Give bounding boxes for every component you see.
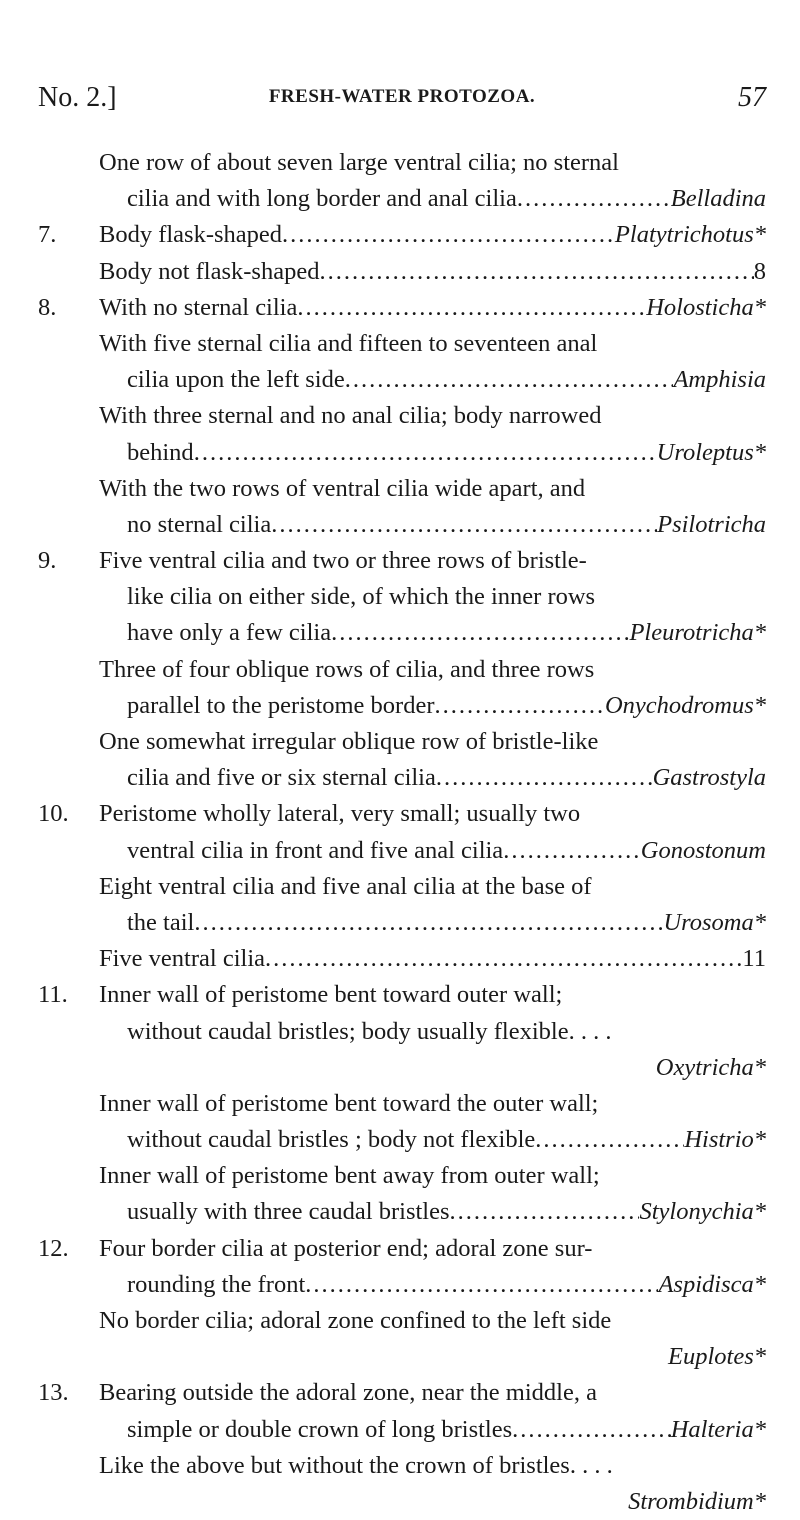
dot-leader: [194, 905, 663, 941]
genus-name: Uroleptus*: [656, 438, 766, 466]
dot-leader: [503, 833, 641, 869]
key-text: Inner wall of peristome bent toward the outer wall;: [99, 1089, 599, 1117]
key-line: [38, 398, 766, 434]
key-text: Like the above but without the crown of bristles. . . .: [99, 1451, 613, 1479]
key-line: [38, 869, 766, 905]
key-text: ventral cilia in front and five anal cilia: [127, 836, 504, 864]
genus-name: Pleurotricha*: [629, 619, 766, 647]
running-title: FRESH-WATER PROTOZOA.: [268, 86, 536, 107]
key-line: [38, 941, 766, 977]
issue-label: No. 2.]: [38, 82, 117, 113]
genus-name: Psilotricha: [657, 510, 766, 538]
key-text: Peristome wholly lateral, very small; usually two: [99, 800, 581, 828]
key-line: [38, 507, 766, 543]
dot-leader: [282, 217, 615, 253]
dot-leader: [194, 435, 657, 471]
key-text: simple or double crown of long bristles: [127, 1415, 513, 1443]
key-line: [38, 145, 766, 181]
key-line: [38, 290, 766, 326]
key-text: like cilia on either side, of which the inner rows: [127, 583, 596, 611]
couplet-number: 7.: [38, 221, 57, 249]
genus-name: Belladina: [670, 185, 766, 213]
key-text: parallel to the peristome border: [127, 691, 435, 719]
dot-leader: [297, 290, 646, 326]
key-text: without caudal bristles ; body not flexible: [127, 1126, 536, 1154]
key-line: [38, 1194, 766, 1230]
key-line: [38, 326, 766, 362]
genus-name: Gonostonum: [640, 836, 766, 864]
key-text: Five ventral cilia: [99, 945, 265, 973]
key-line: [38, 1484, 766, 1520]
key-text: Body not flask-shaped: [99, 257, 320, 285]
running-header: [38, 82, 766, 116]
key-line: [38, 435, 766, 471]
key-text: Eight ventral cilia and five anal cilia at the base of: [99, 872, 592, 900]
couplet-number: 12.: [38, 1234, 69, 1262]
key-line: [38, 724, 766, 760]
key-text: One somewhat irregular oblique row of bristle-like: [99, 728, 599, 755]
genus-name: Histrio*: [684, 1126, 766, 1154]
key-text: With the two rows of ventral cilia wide apart, and: [99, 474, 586, 502]
key-line: [38, 362, 766, 398]
key-text: cilia upon the left side: [127, 366, 345, 394]
couplet-number: 10.: [38, 800, 69, 828]
dot-leader: [512, 1412, 671, 1448]
dot-leader: [435, 688, 605, 724]
key-line: [38, 1448, 766, 1484]
key-line: [38, 1158, 766, 1194]
couplet-number: 11.: [38, 981, 68, 1009]
key-text: Five ventral cilia and two or three rows of bristle-: [99, 547, 587, 575]
genus-name: Urosoma*: [663, 908, 766, 936]
dot-leader: [265, 941, 742, 977]
couplet-number: 13.: [38, 1379, 69, 1407]
key-line: [38, 181, 766, 217]
key-line: [38, 543, 766, 579]
key-text: With three sternal and no anal cilia; body narrowed: [99, 402, 602, 430]
dot-leader: [319, 254, 753, 290]
key-line: [38, 1086, 766, 1122]
key-line: [38, 1122, 766, 1158]
genus-name: Platytrichotus*: [614, 221, 766, 249]
key-text: With no sternal cilia: [99, 293, 298, 321]
key-line: [38, 579, 766, 615]
dot-leader: [345, 362, 674, 398]
page-number: 57: [738, 82, 766, 113]
key-line: [38, 1014, 766, 1050]
genus-name: Stylonychia*: [639, 1198, 766, 1226]
genus-name: Amphisia: [673, 366, 766, 394]
genus-name: Gastrostyla: [652, 764, 766, 792]
key-line: [38, 760, 766, 796]
key-text: have only a few cilia: [127, 619, 332, 647]
key-text: rounding the front: [127, 1270, 306, 1298]
key-line: [38, 688, 766, 724]
genus-name: Onychodromus*: [604, 691, 766, 719]
genus-name: Aspidisca*: [658, 1270, 766, 1298]
genus-name: Holosticha*: [646, 293, 766, 321]
key-line: [38, 1303, 766, 1339]
dot-leader: [271, 507, 657, 543]
key-line: [38, 796, 766, 832]
genus-name: Strombidium*: [628, 1487, 766, 1515]
key-text: usually with three caudal bristles: [127, 1198, 450, 1226]
key-text: With five sternal cilia and fifteen to seventeen anal: [99, 329, 598, 357]
identification-key: [38, 145, 766, 1520]
key-text: Four border cilia at posterior end; adoral zone sur-: [99, 1234, 593, 1262]
key-text: Three of four oblique rows of cilia, and three rows: [99, 655, 595, 683]
key-line: [38, 905, 766, 941]
couplet-reference: 8: [753, 257, 766, 285]
genus-name: Halteria*: [670, 1415, 766, 1443]
key-line: [38, 977, 766, 1013]
key-line: [38, 1412, 766, 1448]
dot-leader: [305, 1267, 658, 1303]
genus-name: Euplotes*: [668, 1343, 766, 1371]
dot-leader: [450, 1194, 640, 1230]
key-line: [38, 1267, 766, 1303]
key-text: cilia and with long border and anal cilia: [127, 185, 517, 213]
key-text: Inner wall of peristome bent toward outer wall;: [99, 981, 563, 1009]
dot-leader: [436, 760, 653, 796]
key-line: [38, 1050, 766, 1086]
couplet-number: 9.: [38, 547, 57, 575]
key-text: One row of about seven large ventral cilia; no sternal: [99, 149, 619, 176]
key-text: Body flask-shaped: [99, 221, 283, 249]
key-text: the tail: [127, 908, 195, 936]
dot-leader: [331, 615, 629, 651]
key-line: [38, 1231, 766, 1267]
key-line: [38, 615, 766, 651]
key-line: [38, 217, 766, 253]
key-line: [38, 833, 766, 869]
key-line: [38, 254, 766, 290]
genus-name: Oxytricha*: [655, 1053, 766, 1081]
key-line: [38, 1375, 766, 1411]
key-text: Inner wall of peristome bent away from outer wall;: [99, 1162, 600, 1190]
key-text: no sternal cilia: [127, 510, 272, 538]
key-text: cilia and five or six sternal cilia: [127, 764, 436, 792]
key-text: behind: [127, 438, 194, 466]
couplet-reference: 11: [742, 945, 766, 973]
key-line: [38, 652, 766, 688]
dot-leader: [517, 181, 671, 217]
key-line: [38, 471, 766, 507]
key-text: No border cilia; adoral zone confined to the left side: [99, 1307, 612, 1334]
dot-leader: [535, 1122, 684, 1158]
key-text: without caudal bristles; body usually flexible. . . .: [127, 1017, 612, 1045]
couplet-number: 8.: [38, 293, 57, 321]
key-line: [38, 1339, 766, 1375]
key-text: Bearing outside the adoral zone, near the middle, a: [99, 1379, 597, 1407]
